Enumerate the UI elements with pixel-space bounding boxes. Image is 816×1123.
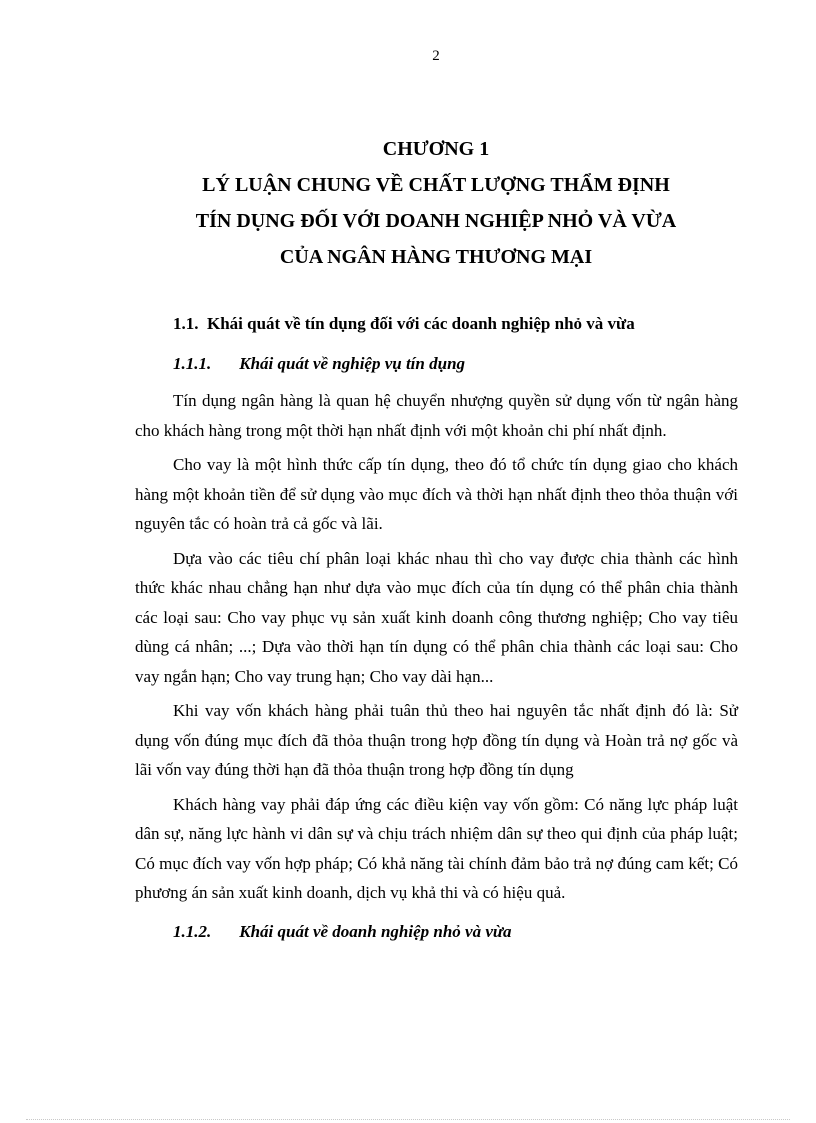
chapter-title-line-3: CỦA NGÂN HÀNG THƯƠNG MẠI	[279, 246, 593, 268]
section-number: 1.1.1.	[173, 354, 212, 373]
chapter-title-line-2: TÍN DỤNG ĐỐI VỚI DOANH NGHIỆP NHỎ VÀ VỪA	[195, 210, 677, 232]
body-content	[135, 310, 738, 954]
chapter-label: CHƯƠNG 1	[382, 138, 490, 160]
paragraph-1: Tín dụng ngân hàng là quan hệ chuyển nhượng quyền sử dụng vốn từ ngân hàng cho khách hàng trong một thời hạn nhất định với một khoản chi phí nhất định.	[135, 391, 738, 440]
section-number: 1.1.2.	[173, 921, 212, 941]
section-heading-1-1-1	[173, 350, 738, 378]
paragraph-2: Cho vay là một hình thức cấp tín dụng, theo đó tổ chức tín dụng giao cho khách hàng một khoản tiền để sử dụng vào mục đích và thời hạn nhất định theo thỏa thuận với nguyên tắc có hoàn trả cả gốc và lãi.	[135, 455, 738, 533]
page-number: 2	[432, 48, 440, 64]
section-title: Khái quát về nghiệp vụ tín dụng	[239, 354, 466, 373]
chapter-heading	[0, 131, 816, 275]
paragraph-4: Khi vay vốn khách hàng phải tuân thủ theo hai nguyên tắc nhất định đó là: Sử dụng vốn đúng mục đích đã thỏa thuận trong hợp đồng tín dụng và Hoàn trả nợ gốc và lãi vốn vay đúng thời hạn đã thỏa thuận trong hợp đồng tín dụng	[135, 701, 738, 779]
section-heading-1-1	[173, 310, 738, 338]
section-number: 1.1.	[173, 314, 199, 333]
page-bottom-divider	[26, 1119, 790, 1120]
section-heading-1-1-2	[173, 918, 738, 946]
paragraph-5: Khách hàng vay phải đáp ứng các điều kiện vay vốn gồm: Có năng lực pháp luật dân sự, năng lực hành vi dân sự và chịu trách nhiệm dân sự theo qui định của pháp luật; Có mục đích vay vốn hợp pháp; Có khả năng tài chính đảm bảo trả nợ đúng cam kết; Có phương án sản xuất kinh doanh, dịch vụ khả thi và có hiệu quả.	[135, 794, 738, 902]
section-title: Khái quát về tín dụng đối với các doanh nghiệp nhỏ và vừa	[207, 314, 635, 333]
section-title: Khái quát về doanh nghiệp nhỏ và vừa	[239, 921, 512, 941]
paragraph-3: Dựa vào các tiêu chí phân loại khác nhau thì cho vay được chia thành các hình thức khác nhau chẳng hạn như dựa vào mục đích của tín dụng có thể phân chia thành các loại sau: Cho vay phục vụ sản xuất kinh doanh công thương nghiệp; Cho vay tiêu dùng cá nhân; ...; Dựa vào thời hạn tín dụng có thể phân chia thành các loại sau: Cho vay ngắn hạn; Cho vay trung hạn; Cho vay dài hạn...	[135, 548, 738, 686]
chapter-title-line-1: LÝ LUẬN CHUNG VỀ CHẤT LƯỢNG THẨM ĐỊNH	[202, 174, 670, 196]
